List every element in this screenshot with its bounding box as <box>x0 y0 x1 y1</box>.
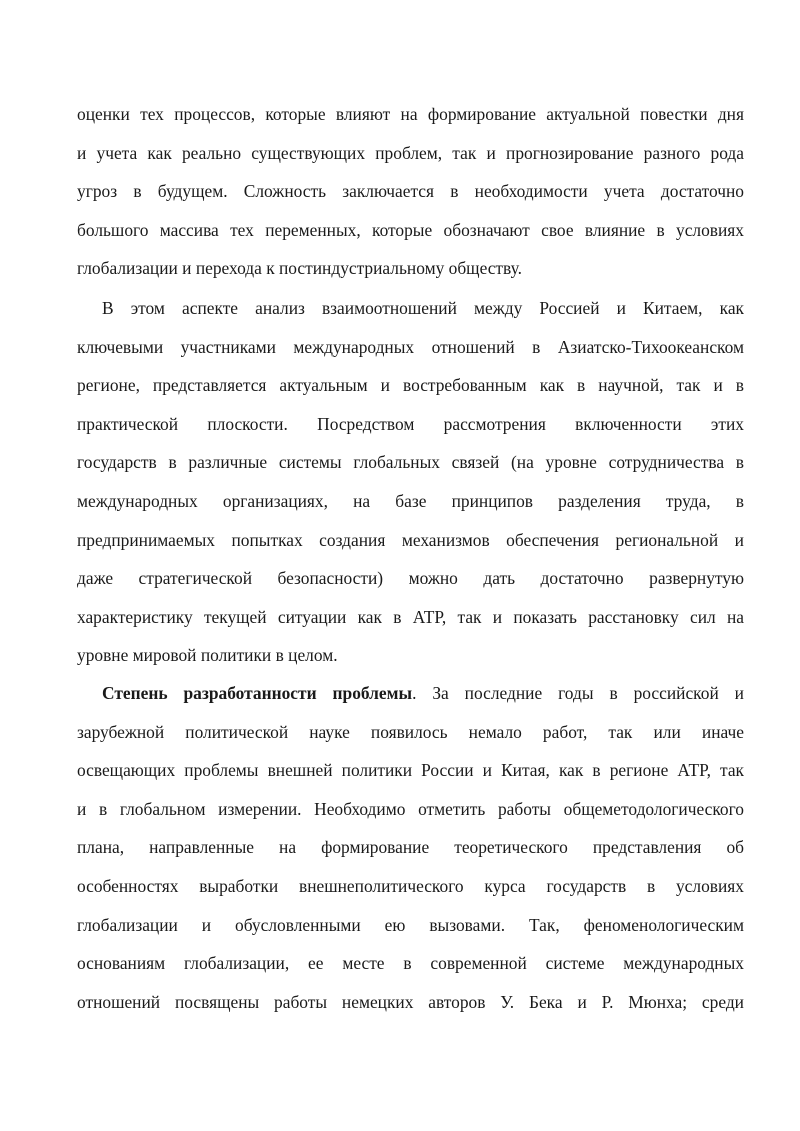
text-line: глобализации и обусловленными ею вызовами. Так, феноменологическим <box>77 914 744 935</box>
text-line: плана, направленные на формирование теоретического представления об <box>77 837 744 858</box>
section-heading: Степень разработанности проблемы <box>102 683 413 703</box>
text-line: и в глобальном измерении. Необходимо отметить работы общеметодологического <box>77 798 744 819</box>
text-line: характеристику текущей ситуации как в АТР, так и показать расстановку сил на <box>77 606 744 627</box>
paragraph-1 <box>77 95 744 288</box>
text-line: международных организациях, на базе принципов разделения труда, в <box>77 490 744 511</box>
text-line: особенностях выработки внешнеполитического курса государств в условиях <box>77 875 744 896</box>
text-line: глобализации и перехода к постиндустриальному обществу. <box>77 258 522 279</box>
text-line: предпринимаемых попытках создания механизмов обеспечения региональной и <box>77 529 744 550</box>
text-line: даже стратегической безопасности) можно дать достаточно развернутую <box>77 568 744 589</box>
text-line: оценки тех процессов, которые влияют на формирование актуальной повестки дня <box>77 104 744 124</box>
text-line: регионе, представляется актуальным и востребованным как в научной, так и в <box>77 375 744 396</box>
paragraph-3 <box>77 674 744 1021</box>
text-line: основаниям глобализации, ее месте в современной системе международных <box>77 953 744 974</box>
text-line: В этом аспекте анализ взаимоотношений между Россией и Китаем, как <box>102 298 744 318</box>
text-line <box>77 674 744 713</box>
text-line: ключевыми участниками международных отношений в Азиатско-Тихоокеанском <box>77 336 744 357</box>
text-line: уровне мировой политики в целом. <box>77 645 338 666</box>
text-line: отношений посвящены работы немецких авторов У. Бека и Р. Мюнха; среди <box>77 991 744 1012</box>
text-line: большого массива тех переменных, которые обозначают свое влияние в условиях <box>77 219 744 240</box>
heading-line-text: . За последние годы в российской и <box>412 683 744 703</box>
text-line: и учета как реально существующих проблем, так и прогнозирование разного рода <box>77 142 744 163</box>
text-line: практической плоскости. Посредством рассмотрения включенности этих <box>77 413 744 434</box>
text-line: угроз в будущем. Сложность заключается в необходимости учета достаточно <box>77 181 744 202</box>
text-line: государств в различные системы глобальных связей (на уровне сотрудничества в <box>77 452 744 473</box>
text-line: освещающих проблемы внешней политики России и Китая, как в регионе АТР, так <box>77 760 744 781</box>
paragraph-2 <box>77 289 744 675</box>
text-line: зарубежной политической науке появилось немало работ, так или иначе <box>77 721 744 742</box>
